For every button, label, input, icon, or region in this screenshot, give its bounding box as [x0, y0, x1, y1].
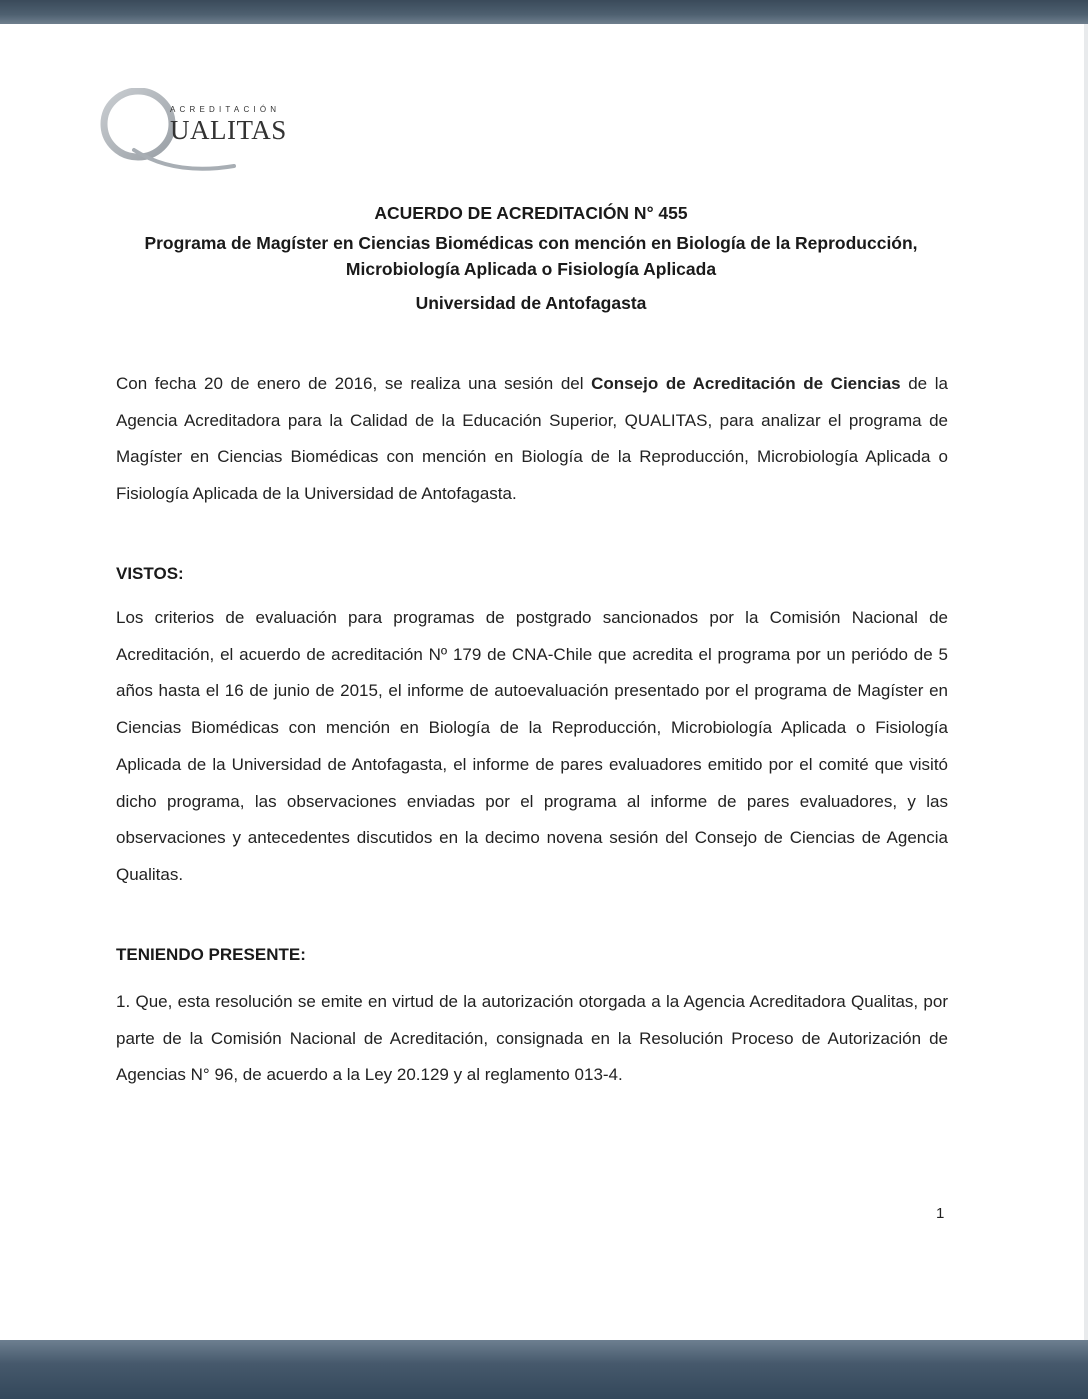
teniendo-presente-heading: TENIENDO PRESENTE: — [116, 945, 306, 964]
logo-big-text: UALITAS — [170, 115, 287, 145]
scan-right-edge — [1084, 24, 1088, 1340]
qualitas-logo — [94, 88, 294, 178]
agreement-title: ACUERDO DE ACREDITACIÓN N° 455 — [374, 203, 688, 223]
teniendo-item-1: 1. Que, esta resolución se emite en virtud de la autorización otorgada a la Agencia Acreditadora Qualitas, por parte de la Comisión Nacional de Acreditación, consignada en la Resolución Proceso de Autorización de Agencias N° 96, de acuerdo a la Ley 20.129 y al reglamento 013-4. — [116, 992, 948, 1085]
university-name: Universidad de Antofagasta — [415, 293, 647, 313]
intro-text-part-2: de la Agencia Acreditadora para la Calidad de la Educación Superior, QUALITAS, para analizar el programa de Magíster en Ciencias Biomédicas con mención en Biología de la Reproducción, Microbiología Aplicada o Fisiología Aplicada de la Universidad de Antofagasta. — [116, 374, 948, 504]
page-number: 1 — [936, 1205, 945, 1222]
title-block — [100, 200, 962, 316]
intro-bold-council: Consejo de Acreditación de Ciencias — [591, 374, 901, 393]
intro-paragraph — [116, 366, 948, 513]
scan-bottom-edge — [0, 1340, 1088, 1399]
intro-text-part-1: Con fecha 20 de enero de 2016, se realiza una sesión del — [116, 374, 592, 393]
scan-top-edge — [0, 0, 1088, 24]
vistos-paragraph: Los criterios de evaluación para programas de postgrado sancionados por la Comisión Nacional de Acreditación, el acuerdo de acreditación Nº 179 de CNA-Chile que acredita el programa por un periódo de 5 años hasta el 16 de junio de 2015, el informe de autoevaluación presentado por el programa de Magíster en Ciencias Biomédicas con mención en Biología de la Reproducción, Microbiología Aplicada o Fisiología Aplicada de la Universidad de Antofagasta, el informe de pares evaluadores emitido por el comité que visitó dicho programa, las observaciones enviadas por el programa al informe de pares evaluadores, y las observaciones y antecedentes discutidos en la decimo novena sesión del Consejo de Ciencias de Agencia Qualitas. — [116, 608, 948, 884]
logo-small-text: ACREDITACIÓN — [170, 105, 281, 114]
program-title-line-2: Microbiología Aplicada o Fisiología Aplicada — [345, 259, 717, 279]
vistos-heading: VISTOS: — [116, 564, 184, 583]
program-title-line-1: Programa de Magíster en Ciencias Biomédicas con mención en Biología de la Reproducción, — [144, 233, 918, 253]
